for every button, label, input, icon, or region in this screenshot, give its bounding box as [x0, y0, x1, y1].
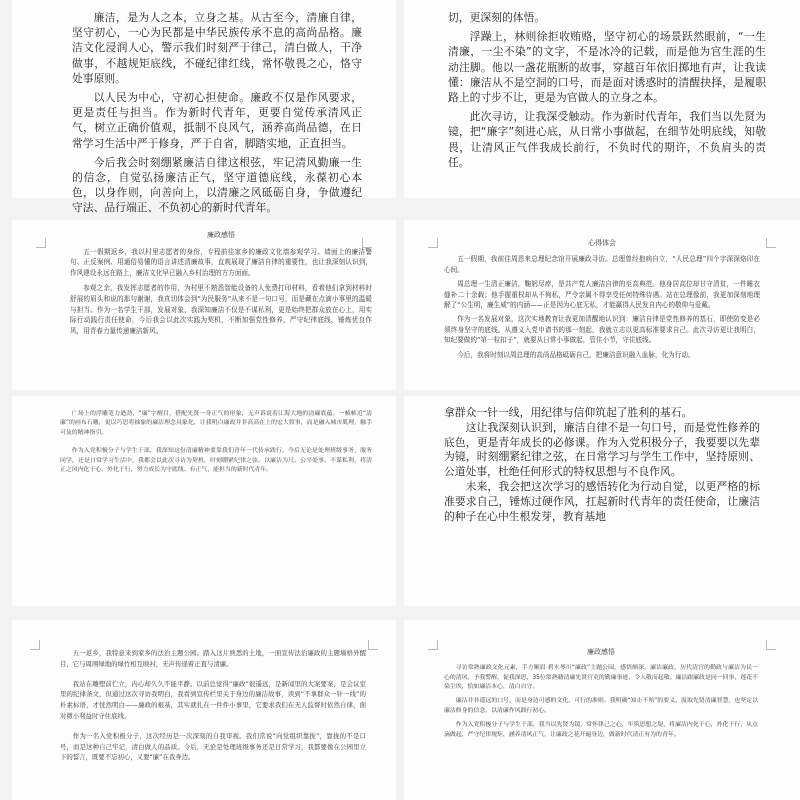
paragraph: 浮躁上，林则徐拒收贿赂，坚守初心的场景跃然眼前，“一生清廉，一尘不染”的文字，不是冰冷的记载，而是他为官生涯的生动注脚。他以一盏花瓶断的故事，穿越百年依旧掷地有声，让我读懂：廉洁从不是空洞的口号，而是面对诱惑时的清醒抉择，是履职路上的寸步不让，更是为官做人的立身之本。	[448, 30, 766, 105]
paragraph: 作为入党积极分子与学生干部，我当以先贤为镜，常怀律己之心，牢筑思想之堤，将廉洁内化于心，外化于行，从点滴做起，严守纪律规矩，涵养清风正气，让廉政之花开遍身边，做新时代清正有为的青年。	[444, 721, 758, 738]
paragraph: 五一假期返乡，我以村里志愿者的身份，专程前往家乡的廉政文化墙参观学习。墙面上的廉洁警句、正反案例、用通俗易懂的语言讲述清廉故事，直观展现了廉洁自律的重要性，也让我深刻认识到，作风建设永远在路上，廉洁文化早已融入乡村治理的方方面面。	[70, 247, 372, 277]
crop-mark	[428, 640, 438, 650]
paragraph: 我站在雕塑前伫立，内心却久久不能平静。以前总觉得“廉政”很遥远，是新闻里的大案要案，是会议室里的纪律条文，但通过这次寻访我明白，我看到宣传栏里关于身边的廉洁故事，读到“不拿群众一针一线”的朴素标语，才恍然明白——廉政的根基，其实就扎在一件件小事里，它要求我们在无人监督时依然自律，面对微小利益时守住底线。	[60, 679, 366, 720]
page-title: 心得体会	[588, 239, 616, 247]
continued-line: 切，更深刻的体悟。	[448, 11, 546, 24]
document-page-2	[404, 0, 800, 198]
paragraph: 未来，我会把这次学习的感悟转化为行动自觉，以更严格的标准要求自己，锤炼过硬作风，扛起新时代青年的责任使命，让廉洁的种子在心中生根发芽，教育基地	[444, 479, 760, 523]
paragraph: 周总理一生清正廉洁，鞠躬尽瘁，是共产党人廉洁自律的至高典范。他身居高位却甘守清贫，一件睡衣缝补二十余载；他手握重权却从不徇私，严令亲属不得享受任何特殊待遇。站在总理像前，我更加深刻地理解了“公生明，廉生威”的内涵——正是因为心底无私，才能赢得人民发自内心的敬仰与爱戴。	[444, 280, 760, 310]
paragraph: 廉洁并非遥远的口号，而是身边可感的文化，可行的准则。我明确“知止不殆”的要义，汲取先贤清廉智慧，也坚定以廉洁修身的信念，以清廉作风践行初心。	[444, 698, 758, 714]
paragraph: 今后我会时刻绷紧廉洁自律这根弦，牢记清风勤廉一生的信念，自觉弘扬廉洁正气，坚守道德底线，永葆初心本色，以身作则，向善向上，以清廉之风砥砺自身，争做遵纪守法、品行端正、不负初心的新时代青年。	[72, 155, 362, 215]
paragraph: 作为一名发展对象，这次实地教育让我更加清醒地认识到：廉洁自律是党性修养的基石，即使防变是必须终身坚守的底线。从遵义入党申请书的那一刻起，我就立志以更高标准要求自己。此次寻访更让我明白，知纪要做的“第一粒扣子”，就要从日常小事做起，管住小节，守住底线。	[444, 315, 760, 345]
paragraph: 此次寻访，让我深受触动。作为新时代青年，我们当以先贤为镜，把“廉字”刻进心底，从日常小事做起，在细节处明底线，知敬畏，让清风正气伴我成长前行，不负时代的期许，不负肩头的责任。	[448, 110, 766, 169]
page-title: 廉政感悟	[587, 648, 615, 656]
paragraph: 参观之余，我发挥志愿者的作用，为村里不熟悉智能设备的人免费打印材料，看着他们拿到材料时舒展的眉头和说的那句谢谢，我真切体会到“为民服务”从来不是一句口号，而是藏在点滴小事里的温暖与担当。作为一名学生干部，发展对象，我深知廉洁不仅是不谋私利，更是始终把群众放在心上，用实际行动践行责任使命，今后我会以此次实践为契机，不断加强党性修养，严守纪律底线，锤炼优良作风，用青春力量传递廉洁新风。	[70, 284, 372, 335]
paragraph: 这让我深刻认识到，廉洁自律不是一句口号，而是党性修养的底色，更是青年成长的必修课。作为入党积极分子，我要要以先辈为镜，时刻绷紧纪律之弦，在日常学习与学生工作中，坚持原则、公道处事，杜绝任何形式的特权思想与不良作风。	[444, 420, 760, 479]
document-page-6	[404, 396, 800, 606]
paragraph: 作为入党积极分子与学生干部，我深知这份清廉精神要靠我们青年一代传承践行。今后无论是处理班级事务，服务同学，还是日常学习生活中，我都会以此次寻访为契机，时刻绷紧纪律之弦，以廉洁为尺、公平处事、不谋私利，将清正之风内化于心、外化于行，努力成长为守底线、有正气、能担当的新时代青年。	[60, 448, 372, 474]
paragraph: 五一返乡，我特意来到家乡的法治主题公园。踏入这片熟悉的土地，一面宣传法治廉政的主题墙格外醒目，它与周围绿地的绿竹相互映衬，无声传递着正直与清廉。	[60, 649, 366, 668]
document-page-8	[404, 620, 800, 800]
paragraph: 以人民为中心，守初心担使命。廉政不仅是作风要求，更是责任与担当。作为新时代青年，更要自觉传承清风正气，树立正确价值观，抵制不良风气，涵养高尚品德，在日常学习生活中严于修身，严于自省，脚踏实地，正直担当。	[72, 91, 362, 150]
document-page-1	[12, 0, 396, 215]
page-title: 廉政感悟	[207, 231, 235, 239]
continued-line: 拿群众一针一线，用纪律与信仰筑起了胜利的基石。	[444, 406, 693, 419]
paragraph: 今后，我将时刻以周总理的高尚品格砥砺自己，把廉洁意识融入血脉，化为行动。	[457, 350, 695, 359]
crop-mark	[362, 238, 372, 248]
paragraph: 作为一名入党积极分子，这次经历是一次深刻的自我审视。我们常说“向党组织靠拢”，靠拢的不是口号，而是这种自己牢记，清白做人的品质。今后，无论是处理班级事务还是日常学习，我都要像在公园里立下的誓言，既要不忘初心，又要“廉”在我身边。	[60, 731, 366, 762]
paragraph: 广场上的浮雕笔力遒劲，“廉”字醒目，搭配先贤一身正气的形象，无声诉说着江海大地的清廉底蕴。一帧帧近“清廉”的画布石雕，更以巧思将抽象的廉洁理念具象化，让我明白廉政并非高高在上的宏大叙事，而是融入城市肌理，触手可及的精神指引。	[60, 411, 372, 436]
crop-mark	[36, 238, 46, 248]
crop-mark	[368, 640, 378, 650]
crop-mark	[428, 238, 438, 248]
crop-mark	[766, 640, 776, 650]
document-page-7	[12, 620, 396, 800]
crop-mark	[30, 640, 40, 650]
document-page-3	[12, 220, 396, 390]
document-page-5	[12, 396, 396, 606]
paragraph: 廉洁，是为人之本，立身之基。从古至今，清廉自律，坚守初心，一心为民都是中华民族传承不息的高尚品格。廉洁文化浸润人心，警示我们时刻严于律己，清白做人，干净做事，不越规矩底线，不碰纪律红线，常怀敬畏之心，恪守处事原则。	[72, 11, 362, 85]
paragraph: 寻访常熟廉政文化元素，手方顺眉 碧水琴川“廉政”主题公园，感悟颇深，廉洁廉政，历代清官的勤政与廉洁为民一心的清风，予我警醒，促我深思，35位常熟籍清廉先贤官吏的勤廉事迹，令人敬而起敬。廉洁跟廉政是同一回事，莲花不染尘埃，恰如廉洁本心，清白自守。	[444, 664, 758, 691]
document-page-4	[404, 220, 800, 390]
paragraph: 五一假期，我前往周恩来总理纪念馆开展廉政寻访。总理曾经抱病自立，“人民总理”四个字深深烙印在心间。	[444, 255, 760, 274]
crop-mark	[766, 238, 776, 248]
